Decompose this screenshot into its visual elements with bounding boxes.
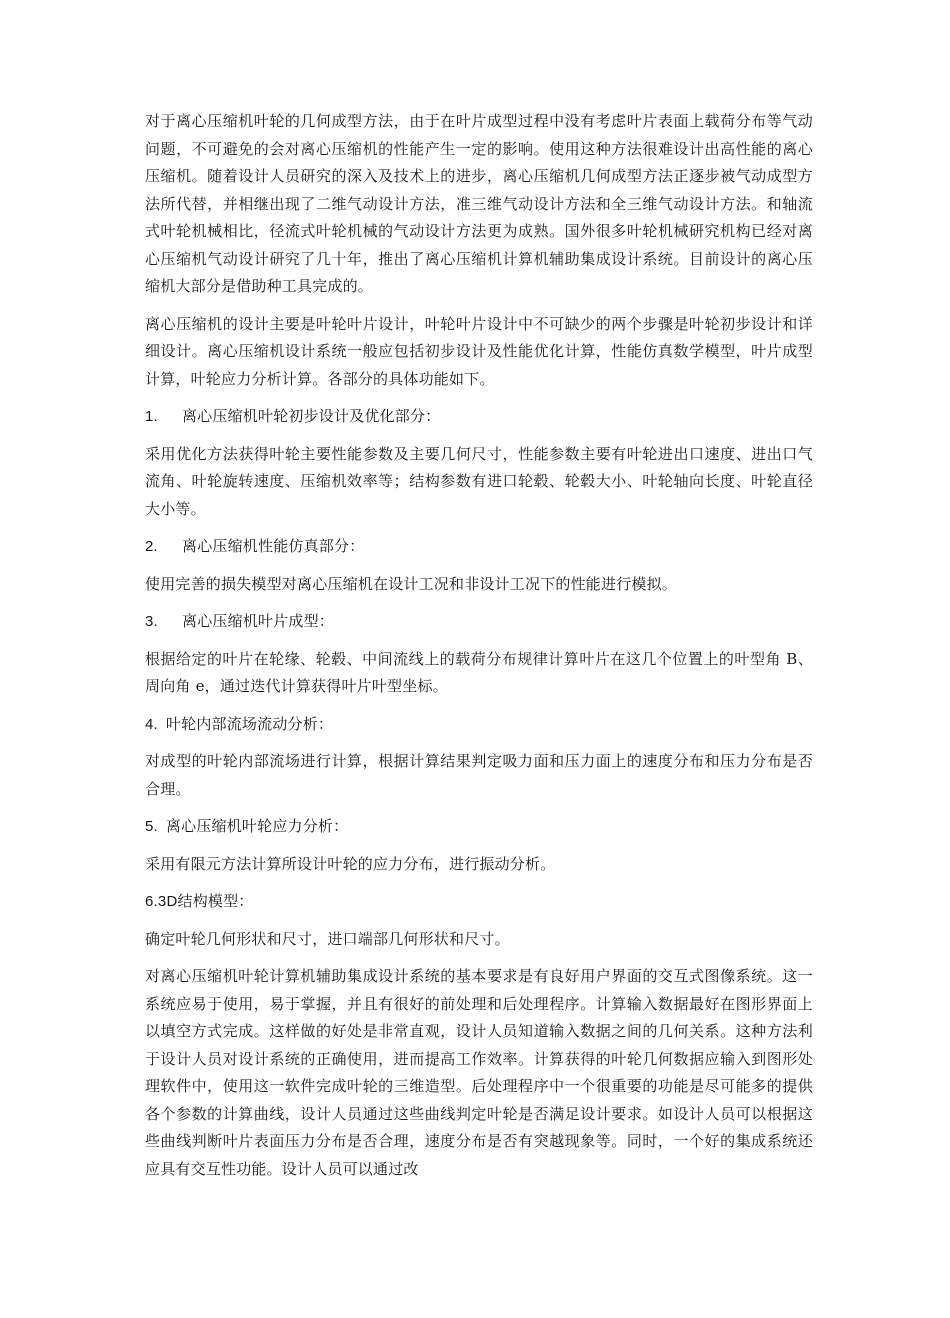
section-3-number: 3. [145,613,158,630]
document-page [145,108,813,1193]
requirements-paragraph: 对离心压缩机叶轮计算机辅助集成设计系统的基本要求是有良好用户界面的交互式图像系统。这一系统应易于使用，易于掌握，并且有很好的前处理和后处理程序。计算输入数据最好在图形界面上以填空方式完成。这样做的好处是非常直观，设计人员知道输入数据之间的几何关系。这种方法利于设计人员对设计系统的正确使用，进而提高工作效率。计算获得的叶轮几何数据应输入到图形处理软件中，使用这一软件完成叶轮的三维造型。后处理程序中一个很重要的功能是尽可能多的提供各个参数的计算曲线，设计人员通过这些曲线判定叶轮是否满足设计要求。如设计人员可以根据这些曲线判断叶片表面压力分布是否合理，速度分布是否有突越现象等。同时，一个好的集成系统还应具有交互性功能。设计人员可以通过改 [145,967,813,1178]
section-1-number: 1. [145,408,158,425]
section-6-heading [145,888,813,916]
section-3-heading [145,608,813,636]
section-6-number: 6.3D [145,893,178,910]
section-5-title: 离心压缩机叶轮应力分析： [165,817,349,835]
section-2-heading [145,533,813,561]
section-3-body: 根据给定的叶片在轮缘、轮毂、中间流线上的载荷分布规律计算叶片在这几个位置上的叶型角 B、周向角 e，通过迭代计算获得叶片叶型坐标。 [145,649,813,695]
intro-paragraph: 对于离心压缩机叶轮的几何成型方法，由于在叶片成型过程中没有考虑叶片表面上载荷分布等气动问题，不可避免的会对离心压缩机的性能产生一定的影响。使用这种方法很难设计出高性能的离心压缩机。随着设计人员研究的深入及技术上的进步，离心压缩机几何成型方法正逐步被气动成型方法所代替，并相继出现了二维气动设计方法，准三维气动设计方法和全三维气动设计方法。和轴流式叶轮机械相比，径流式叶轮机械的气动设计方法更为成熟。国外很多叶轮机械研究机构已经对离心压缩机气动设计研究了几十年，推出了离心压缩机计算机辅助集成设计系统。目前设计的离心压缩机大部分是借助种工具完成的。 [145,112,813,295]
section-4-number: 4. [145,715,158,733]
section-1-body: 采用优化方法获得叶轮主要性能参数及主要几何尺寸，性能参数主要有叶轮进出口速度、进出口气流角、叶轮旋转速度、压缩机效率等；结构参数有进口轮毂、轮毂大小、叶轮轴向长度、叶轮直径大小等。 [145,444,813,518]
section-4-title: 叶轮内部流场流动分析： [165,714,334,733]
section-2-number: 2. [145,538,158,555]
section-5-number: 5. [145,818,158,835]
section-1-heading [145,403,813,431]
overview-paragraph: 离心压缩机的设计主要是叶轮叶片设计，叶轮叶片设计中不可缺少的两个步骤是叶轮初步设计和详细设计。离心压缩机设计系统一般应包括初步设计及性能优化计算，性能仿真数学模型，叶片成型计算，叶轮应力分析计算。各部分的具体功能如下。 [145,314,813,388]
section-4-heading [145,711,813,739]
section-1-title: 离心压缩机叶轮初步设计及优化部分： [182,407,441,425]
section-2-body: 使用完善的损失模型对离心压缩机在设计工况和非设计工况下的性能进行模拟。 [145,574,678,593]
section-6-body: 确定叶轮几何形状和尺寸，进口端部几何形状和尺寸。 [145,929,510,948]
section-5-body: 采用有限元方法计算所设计叶轮的应力分布，进行振动分析。 [145,854,556,873]
section-2-title: 离心压缩机性能仿真部分： [182,537,365,555]
section-3-title: 离心压缩机叶片成型： [182,612,335,630]
section-5-heading [145,813,813,841]
section-6-title: 结构模型： [177,892,254,910]
section-4-body: 对成型的叶轮内部流场进行计算，根据计算结果判定吸力面和压力面上的速度分布和压力分布是否合理。 [145,752,813,798]
